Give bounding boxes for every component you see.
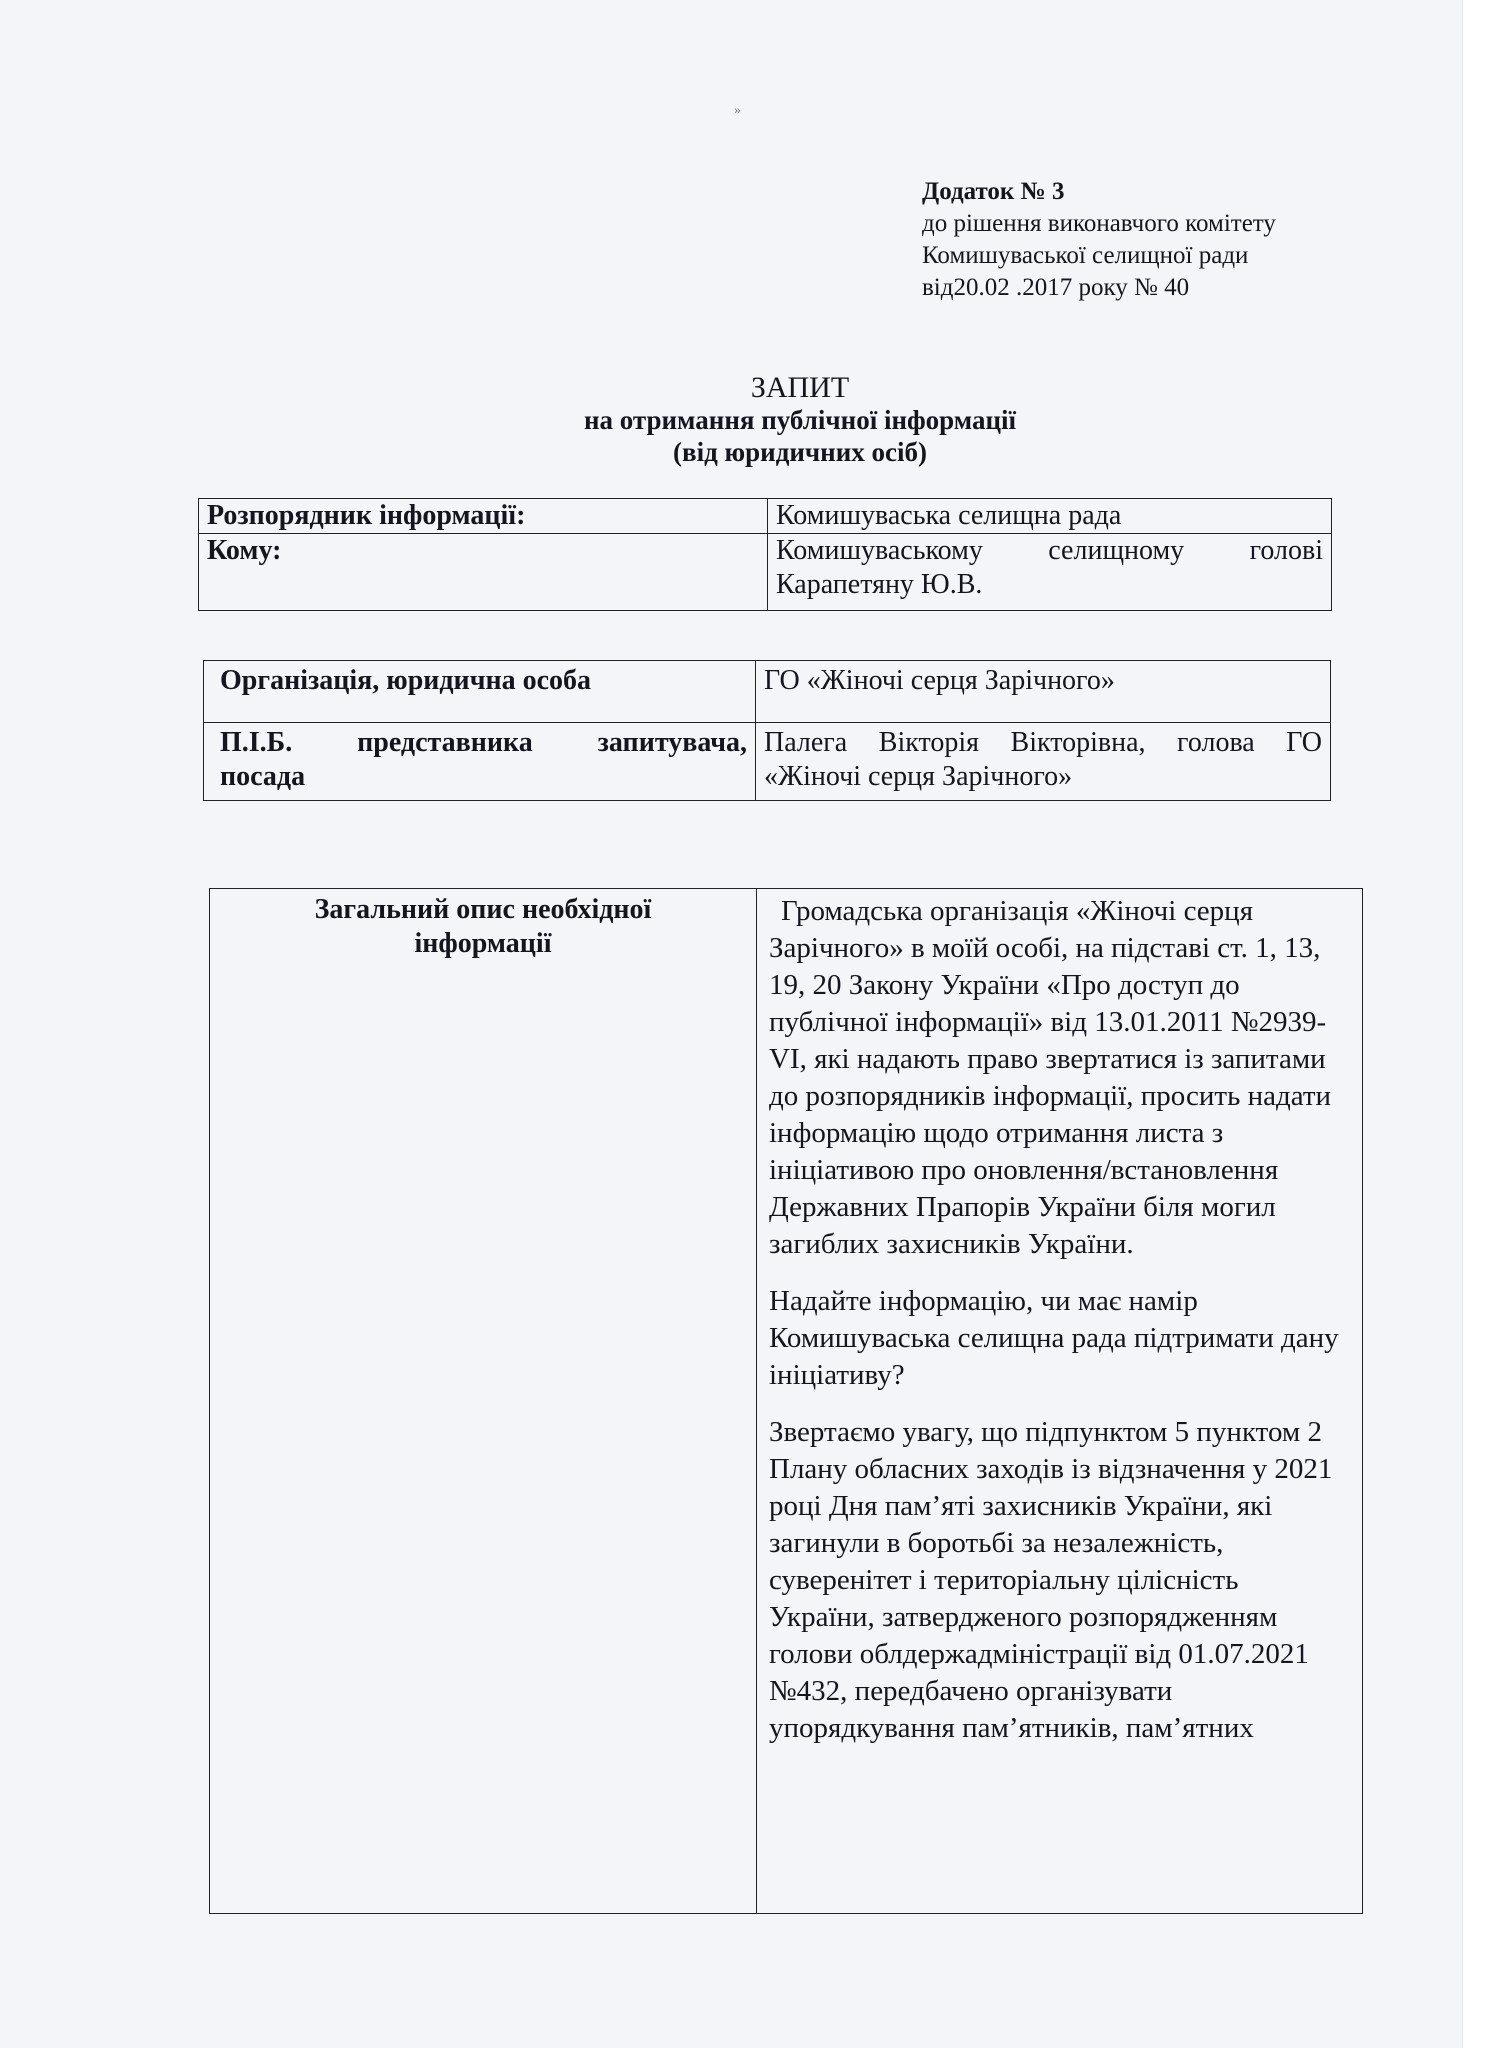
description-label bbox=[210, 889, 757, 1914]
organization-value: ГО «Жіночі серця Зарічного» bbox=[756, 661, 1331, 723]
description-label-line-1: Загальний опис необхідної bbox=[314, 894, 652, 925]
description-value bbox=[757, 889, 1363, 1914]
representative-label bbox=[204, 723, 756, 801]
request-description-table bbox=[209, 888, 1363, 1914]
info-manager-value: Комишуваська селищна рада bbox=[768, 499, 1332, 534]
appendix-line-2: Комишуваської селищної ради bbox=[922, 242, 1249, 269]
representative-label-line-2: посада bbox=[220, 761, 306, 792]
requester-table bbox=[203, 660, 1331, 801]
table-row bbox=[210, 889, 1363, 1914]
to-whom-value-line-1: Комишуваському селищному голові bbox=[776, 535, 1323, 566]
table-row bbox=[204, 723, 1331, 801]
to-whom-value-line-2: Карапетяну Ю.В. bbox=[776, 569, 983, 600]
appendix-number: Додаток № 3 bbox=[922, 178, 1065, 205]
description-paragraph-3: Звертаємо увагу, що підпунктом 5 пунктом 2 Плану обласних заходів із відзначення у 2021 році Дня пам’яті захисників України, які загинули в боротьбі за незалежність, суверенітет і територіальну цілісність України, затвердженого розпорядженням голови облдержадміністрації від 01.07.2021 №432, передбачено організувати упорядкування пам’ятників, пам’ятних bbox=[769, 1416, 1333, 1744]
appendix-line-3: від20.02 .2017 року № 40 bbox=[922, 274, 1190, 301]
organization-label: Організація, юридична особа bbox=[204, 661, 756, 723]
description-label-line-2: інформації bbox=[414, 928, 552, 959]
scan-mark: » bbox=[734, 103, 741, 118]
title-sub-2: (від юридичних осіб) bbox=[673, 437, 927, 467]
title-sub-1: на отримання публічної інформації bbox=[583, 405, 1017, 435]
appendix-header bbox=[922, 176, 1342, 304]
representative-value-line-2: «Жіночі серця Зарічного» bbox=[764, 761, 1073, 792]
representative-value-line-1: Палега Вікторія Вікторівна, голова ГО bbox=[764, 727, 1322, 758]
table-row bbox=[199, 534, 1332, 611]
description-paragraph-1: Громадська організація «Жіночі серця Зарічного» в моїй особі, на підставі ст. 1, 13, 19, 20 Закону України «Про доступ до публічної інформації» від 13.01.2011 №2939-VI, які надають право звертатися із запитами до розпорядників інформації, просить надати інформацію щодо отримання листа з ініціативою про оновлення/встановлення Державних Прапорів України біля могил загиблих захисників України. bbox=[769, 895, 1332, 1260]
description-paragraph-2: Надайте інформацію, чи має намір Комишуваська селищна рада підтримати дану ініціативу? bbox=[769, 1285, 1339, 1391]
representative-value bbox=[756, 723, 1331, 801]
table-row bbox=[199, 499, 1332, 534]
document-title bbox=[300, 372, 1300, 468]
recipient-table bbox=[198, 498, 1332, 611]
to-whom-label: Кому: bbox=[199, 534, 768, 611]
appendix-line-1: до рішення виконавчого комітету bbox=[922, 210, 1276, 237]
info-manager-label: Розпорядник інформації: bbox=[199, 499, 768, 534]
representative-label-line-1: П.І.Б. представника запитувача, bbox=[220, 727, 747, 758]
to-whom-value bbox=[768, 534, 1332, 611]
table-row bbox=[204, 661, 1331, 723]
title-main: ЗАПИТ bbox=[750, 371, 850, 404]
